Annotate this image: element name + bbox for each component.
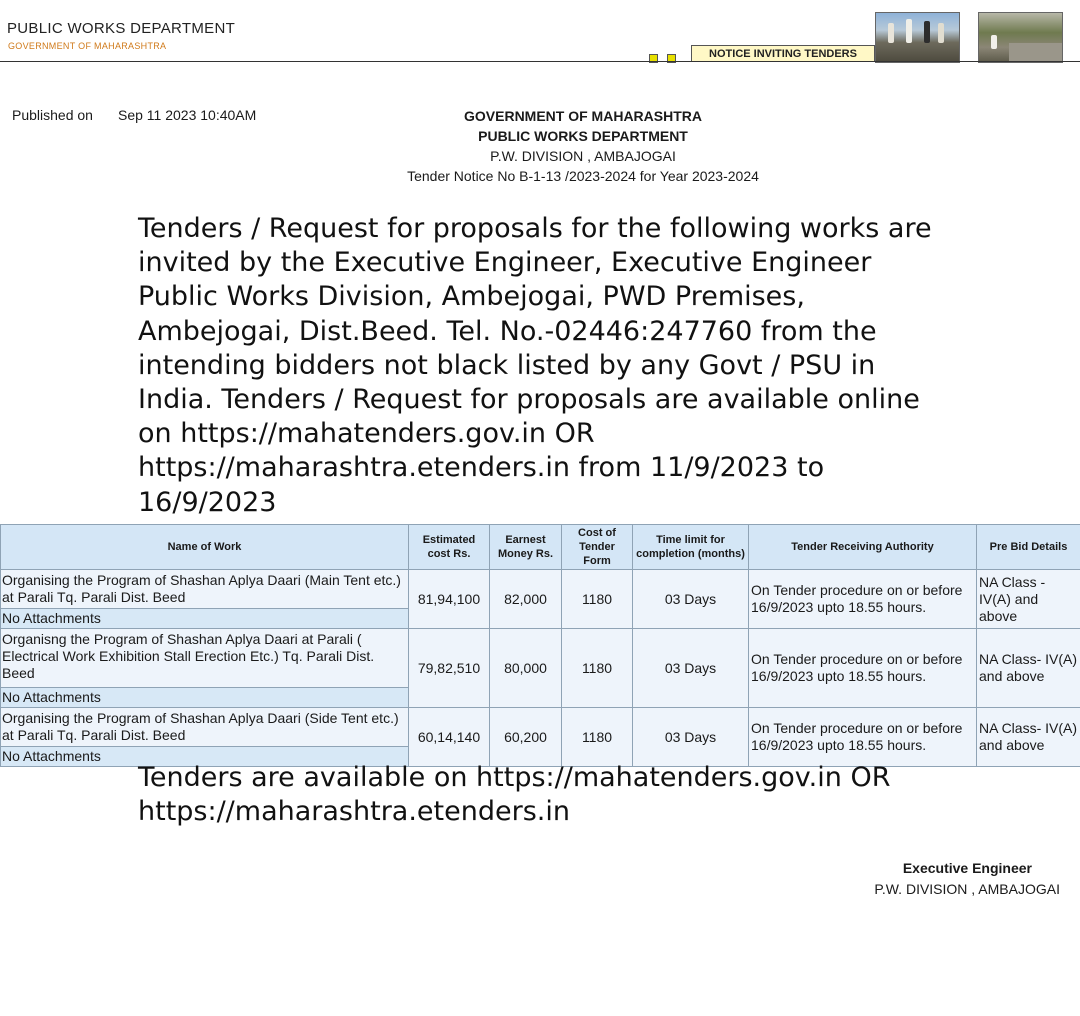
heading-government: GOVERNMENT OF MAHARASHTRA: [464, 108, 702, 124]
published-label: Published on: [12, 107, 93, 123]
availability-note: Tenders are available on https://mahatenders.gov.in OR https://maharashtra.etenders.in: [138, 762, 891, 827]
receiving-authority: On Tender procedure on or before 16/9/2023 upto 18.55 hours.: [749, 629, 977, 708]
time-limit: 03 Days: [633, 629, 749, 708]
col-earnest-money: Earnest Money Rs.: [490, 525, 562, 570]
signatory-title: Executive Engineer: [902, 860, 1032, 876]
table-row: [1, 570, 1080, 609]
time-limit: 03 Days: [633, 708, 749, 767]
intro-paragraph: Tenders / Request for proposals for the following works are invited by the Executive Engineer, Executive Engineer Public Works Division, Ambejogai, PWD Premises, Ambejogai, Dist.Beed. Tel. No.-02446:247760 from the intending bidders not black listed by any Govt / PSU in India. Tenders / Request for proposals are available online on https://mahatenders.gov.in OR https://maharashtra.etenders.in from 11/9/2023 to 16/9/2023: [138, 213, 932, 518]
heading-division: P.W. DIVISION , AMBAJOGAI: [490, 148, 676, 164]
header-photo-workers: [875, 12, 960, 63]
tender-form-cost: 1180: [562, 708, 633, 767]
time-limit: 03 Days: [633, 570, 749, 629]
pre-bid-details: NA Class- IV(A) and above: [977, 629, 1080, 708]
attachments-link[interactable]: No Attachments: [1, 747, 409, 767]
page-header: [0, 0, 1080, 64]
col-tender-form-cost: Cost of Tender Form: [562, 525, 633, 570]
receiving-authority: On Tender procedure on or before 16/9/2023 upto 18.55 hours.: [749, 570, 977, 629]
header-photo-road: [978, 12, 1063, 63]
notice-heading: [383, 106, 783, 186]
department-name: PUBLIC WORKS DEPARTMENT: [7, 20, 236, 37]
pre-bid-details: NA Class- IV(A) and above: [977, 708, 1080, 767]
header-divider: [0, 61, 1080, 62]
notice-banner: NOTICE INVITING TENDERS: [691, 45, 875, 62]
signatory-office: P.W. DIVISION , AMBAJOGAI: [874, 881, 1060, 897]
estimated-cost: 79,82,510: [409, 629, 490, 708]
col-receiving-authority: Tender Receiving Authority: [749, 525, 977, 570]
tender-form-cost: 1180: [562, 570, 633, 629]
earnest-money: 82,000: [490, 570, 562, 629]
earnest-money: 60,200: [490, 708, 562, 767]
col-pre-bid: Pre Bid Details: [977, 525, 1080, 570]
table-row: [1, 708, 1080, 747]
estimated-cost: 81,94,100: [409, 570, 490, 629]
col-estimated-cost: Estimated cost Rs.: [409, 525, 490, 570]
attachments-link[interactable]: No Attachments: [1, 688, 409, 708]
work-name: Organising the Program of Shashan Aplya Daari (Main Tent etc.) at Parali Tq. Parali Dist. Beed: [1, 570, 409, 609]
earnest-money: 80,000: [490, 629, 562, 708]
heading-department: PUBLIC WORKS DEPARTMENT: [478, 128, 688, 144]
road-shape: [1009, 43, 1062, 62]
tender-form-cost: 1180: [562, 629, 633, 708]
estimated-cost: 60,14,140: [409, 708, 490, 767]
attachments-link[interactable]: No Attachments: [1, 609, 409, 629]
receiving-authority: On Tender procedure on or before 16/9/2023 upto 18.55 hours.: [749, 708, 977, 767]
published-date: Sep 11 2023 10:40AM: [118, 107, 257, 123]
heading-tender-number: Tender Notice No B-1-13 /2023-2024 for Year 2023-2024: [407, 168, 759, 184]
pre-bid-details: NA Class - IV(A) and above: [977, 570, 1080, 629]
table-header-row: [1, 525, 1080, 570]
work-name: Organisng the Program of Shashan Aplya Daari at Parali ( Electrical Work Exhibition Stall Erection Etc.) Tq. Parali Dist. Beed: [1, 629, 409, 688]
col-time-limit: Time limit for completion (months): [633, 525, 749, 570]
tender-table: [0, 524, 1080, 767]
work-name: Organising the Program of Shashan Aplya Daari (Side Tent etc.) at Parali Tq. Parali Dist. Beed: [1, 708, 409, 747]
department-subtitle: GOVERNMENT OF MAHARASHTRA: [8, 41, 167, 51]
table-row: [1, 629, 1080, 688]
col-name-of-work: Name of Work: [1, 525, 409, 570]
